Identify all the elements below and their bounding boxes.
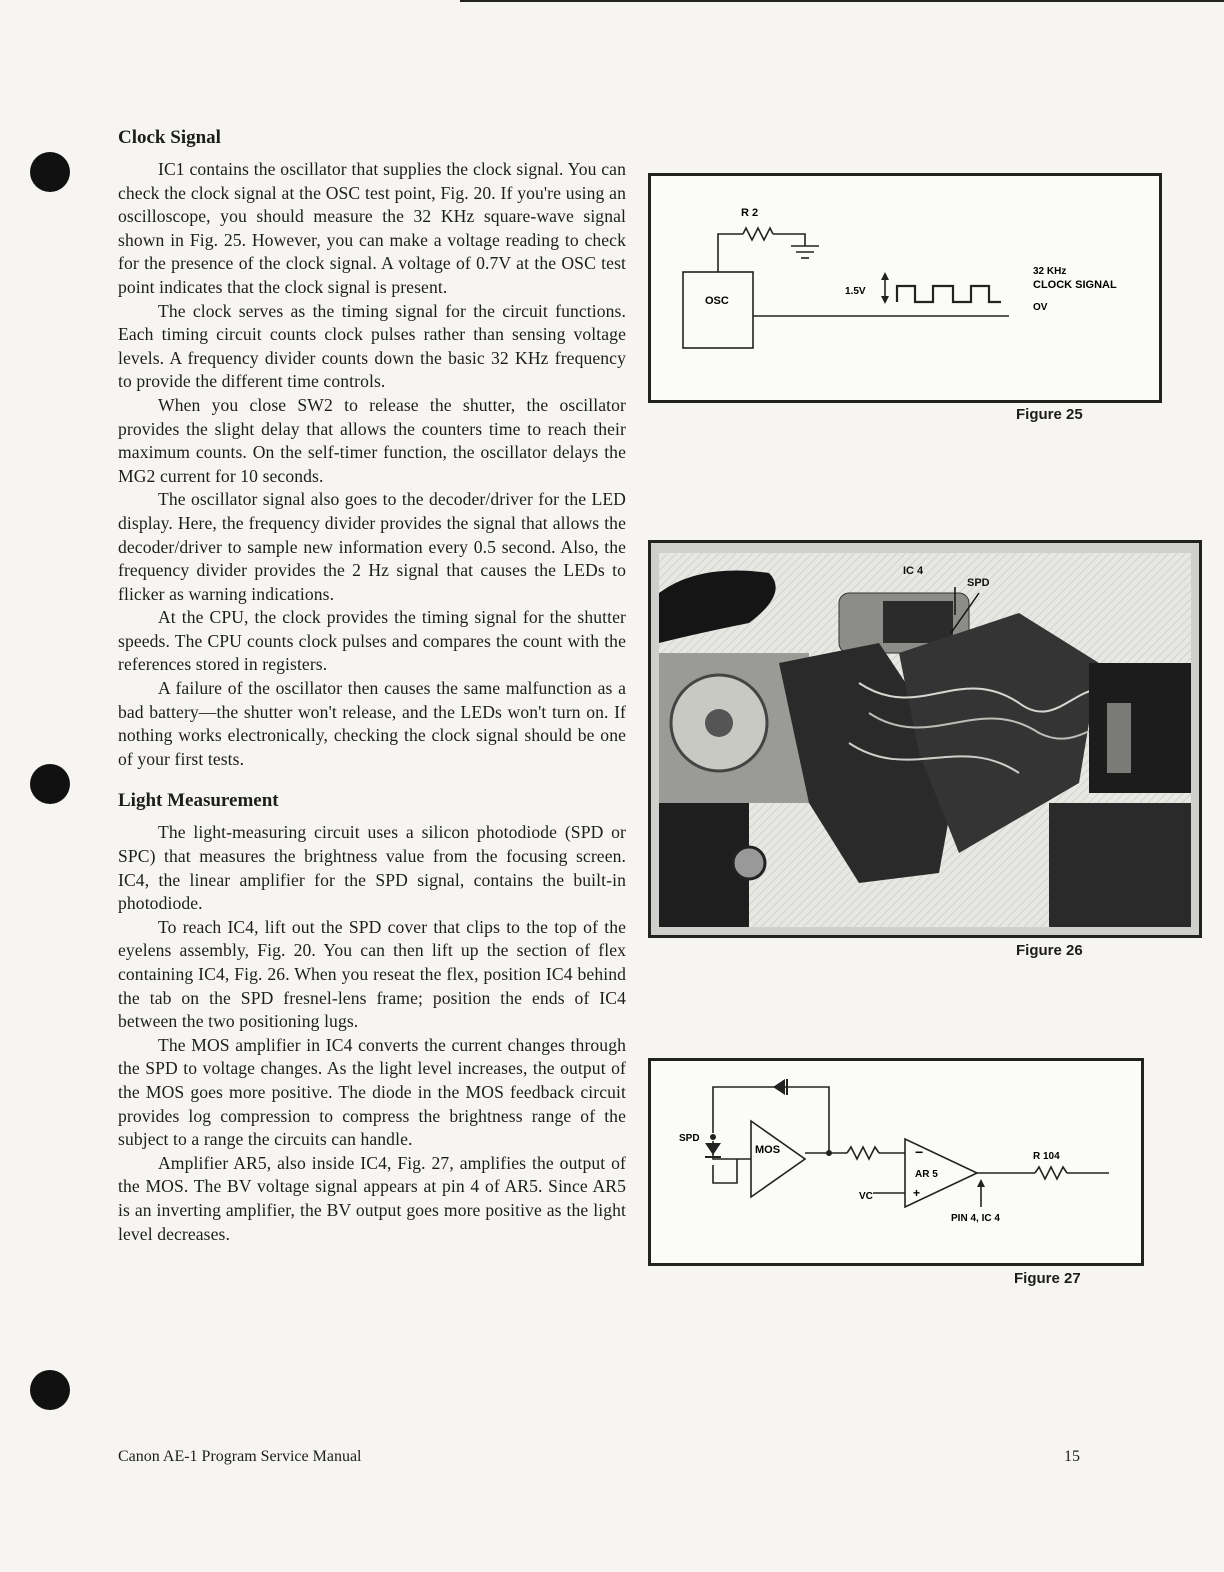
- clock-signal-label: CLOCK SIGNAL: [1033, 279, 1117, 291]
- spd-lead-bottom: [713, 1159, 737, 1183]
- paragraph: The MOS amplifier in IC4 converts the current changes through the SPD to voltage changes. As the light level increases, the output of the MOS goes more positive. The diode in the MOS feedback circuit provides log compression to compress the brightness range of the subject to a range the circuits can handle.: [118, 1034, 626, 1150]
- zero-volt-label: OV: [1033, 302, 1048, 313]
- input-resistor-symbol: [847, 1147, 879, 1159]
- switch-bank: [1089, 663, 1191, 793]
- osc-block: [683, 272, 753, 348]
- photodiode-symbol: [705, 1143, 721, 1155]
- clock-signal-schematic: [651, 176, 1159, 400]
- ar5-label: AR 5: [915, 1169, 938, 1180]
- paragraph: The oscillator signal also goes to the decoder/driver for the LED display. Here, the frequency divider provides the signal that allows the decoder/driver to sample new information every 0.5 second. Also, the frequency divider provides the 2 Hz signal that causes the LEDs to flicker as warning indications.: [118, 489, 626, 604]
- paragraph: To reach IC4, lift out the SPD cover that clips to the top of the eyelens assembly, Fig. 20. You can then lift up the section of flex containing IC4, Fig. 26. When you reseat the flex, position IC4 behind the tab on the SPD fresnel-lens frame; position the ends of IC4 between the two positioning lugs.: [118, 916, 626, 1032]
- figure-27-diagram: [648, 1058, 1144, 1266]
- figure-26-caption: Figure 26: [1016, 942, 1083, 959]
- paragraph: At the CPU, the clock provides the timing signal for the shutter speeds. The CPU counts clock pulses and compares the count with the references stored in registers.: [118, 607, 626, 675]
- light-measurement-schematic: [651, 1061, 1141, 1263]
- ground-lead: [773, 234, 805, 246]
- r104-resistor-symbol: [1035, 1167, 1067, 1179]
- paragraph: The clock serves as the timing signal for the circuit functions. Each timing circuit counts clock pulses rather than sensing voltage levels. A frequency divider counts down the basic 32 KHz frequency to provide the different time controls.: [118, 300, 626, 392]
- binder-hole-middle: [30, 764, 70, 804]
- osc-label: OSC: [705, 295, 729, 307]
- plus-input-label: +: [913, 1186, 921, 1200]
- r2-lead: [718, 234, 743, 272]
- section-heading-clock-signal: Clock Signal: [118, 127, 221, 148]
- paragraph: The light-measuring circuit uses a silicon photodiode (SPD or SPC) that measures the brightness value from the focusing screen. IC4, the linear amplifier for the SPD signal, contains the built-in photodiode.: [118, 822, 626, 914]
- figure-25-diagram: [648, 173, 1162, 403]
- footer-title: Canon AE-1 Program Service Manual: [118, 1448, 362, 1465]
- feedback-diode-symbol: [773, 1079, 785, 1095]
- lower-right-housing: [1049, 803, 1191, 927]
- r2-label: R 2: [741, 207, 759, 219]
- section-heading-light-measurement: Light Measurement: [118, 790, 279, 812]
- text-column: [118, 126, 626, 1246]
- binder-hole-bottom: [30, 1370, 70, 1410]
- ic4-photo-label: IC 4: [903, 565, 924, 577]
- mos-label: MOS: [755, 1144, 781, 1156]
- r104-label: R 104: [1033, 1151, 1060, 1162]
- spd-label: SPD: [679, 1133, 700, 1144]
- mos-amplifier: [751, 1121, 805, 1197]
- r2-resistor-symbol: [743, 228, 773, 240]
- ic4-chip: [883, 601, 953, 643]
- paragraph: IC1 contains the oscillator that supplies the clock signal. You can check the clock signal at the OSC test point, Fig. 20. If you're using an oscilloscope, you should measure the 32 KHz square-wave signal shown in Fig. 25. However, you can make a voltage reading to check for the presence of the clock signal. A voltage of 0.7V at the OSC test point indicates that the clock signal is present.: [118, 159, 626, 297]
- paragraph: A failure of the oscillator then causes the same malfunction as a bad battery—the shutter won't release, and the LEDs won't turn on. If nothing works electronically, checking the clock signal should be one of your first tests.: [118, 678, 626, 769]
- vc-label: VC: [859, 1191, 873, 1202]
- figure-27-caption: Figure 27: [1014, 1270, 1081, 1287]
- frequency-label: 32 KHz: [1033, 266, 1067, 277]
- figure-25-caption: Figure 25: [1016, 406, 1083, 423]
- amplitude-label: 1.5V: [845, 286, 866, 297]
- binder-hole-top: [30, 152, 70, 192]
- paragraph: When you close SW2 to release the shutter, the oscillator provides the slight delay that allows the counters time to reach their maximum counts. On the self-timer function, the oscillator delays the MG2 current for 10 seconds.: [118, 394, 626, 486]
- minus-input-label: −: [915, 1144, 924, 1160]
- top-rule: [460, 0, 1224, 2]
- square-wave: [897, 286, 1001, 302]
- camera-internals-photo: [659, 553, 1191, 927]
- paragraph: Amplifier AR5, also inside IC4, Fig. 27, amplifies the output of the MOS. The BV voltage signal appears at pin 4 of AR5. Since AR5 is an inverting amplifier, the BV output goes more positive as the light level decreases.: [118, 1152, 626, 1244]
- pin4-label: PIN 4, IC 4: [951, 1213, 1000, 1224]
- figure-26-photo: [648, 540, 1202, 938]
- spd-photo-label: SPD: [967, 577, 990, 589]
- page-number: 15: [1064, 1448, 1080, 1465]
- screw-icon: [733, 847, 765, 879]
